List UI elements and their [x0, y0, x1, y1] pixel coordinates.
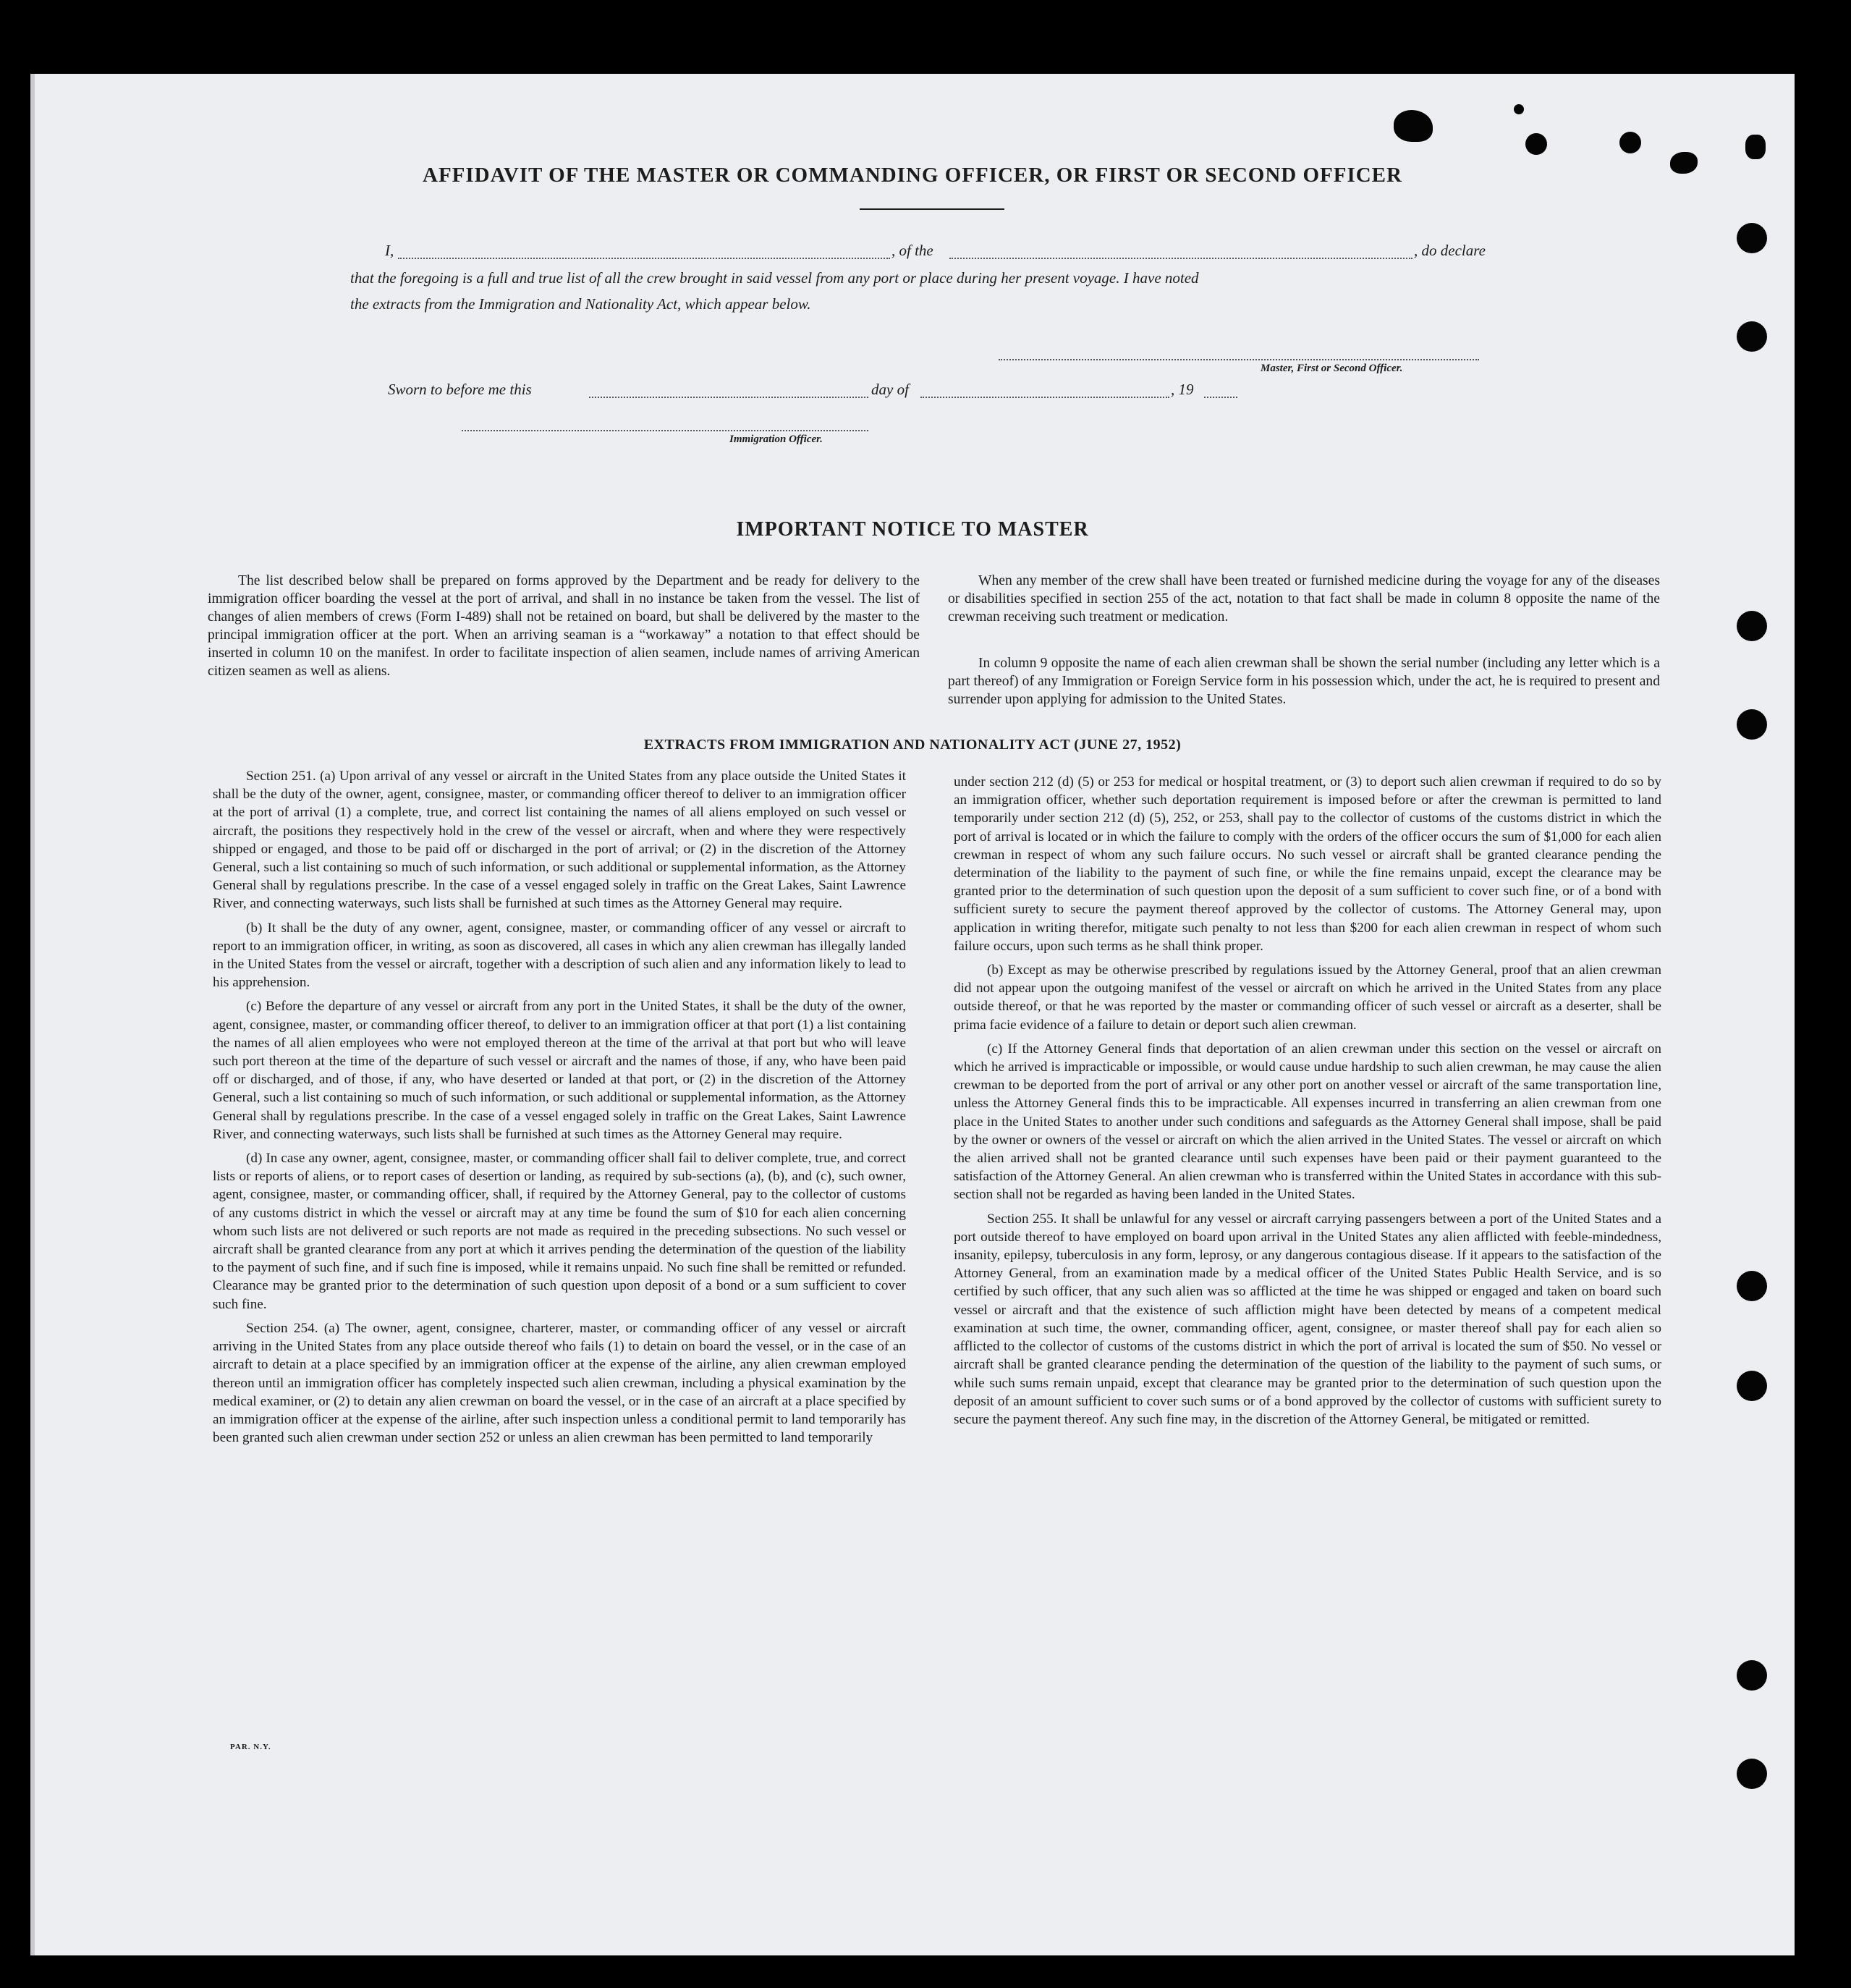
decl-i: I,: [385, 242, 394, 259]
punch-hole: [1737, 1271, 1767, 1301]
section-251-b: (b) It shall be the duty of any owner, agent, consignee, master, or commanding officer of any vessel or aircraft to report to an immigration officer, in writing, as soon as discovered, all cases in which any alien crewman has illegally landed in the United States from the vessel or aircraft, together with a description of such alien and any information likely to lead to his apprehension.: [213, 920, 906, 991]
sworn-year: , 19: [1171, 381, 1194, 398]
printer-mark: PAR. N.Y.: [230, 1743, 271, 1751]
punch-hole: [1737, 709, 1767, 740]
extracts-left-column: [213, 767, 906, 1452]
page-edge: [30, 74, 35, 1955]
affidavit-title: AFFIDAVIT OF THE MASTER OR COMMANDING OFFICER, OR FIRST OR SECOND OFFICER: [423, 164, 1402, 187]
section-255: Section 255. It shall be unlawful for any vessel or aircraft carrying passengers between a port of the United States and a port outside thereof to have employed on board upon arrival in the United States any alien afflicted with feeble-mindedness, insanity, epilepsy, tuberculosis in any form, leprosy, or any dangerous contagious disease. If it appears to the satisfaction of the Attorney General, from an examination made by a medical officer of the United States Public Health Service, and is so certified by such officer, that any such alien was so afflicted at the time he was shipped or engaged and taken on board such vessel or aircraft and that the existence of such affliction might have been detected by means of a competent medical examination at such time, the owner, commanding officer, agent, consignee, or master thereof shall pay for each alien so afflicted to the collector of customs of the customs district in which the port of arrival is located the sum of $50. No vessel or aircraft shall be granted clearance pending the determination of the question of the liability to the payment of such sums, or while such sums remain unpaid, except that clearance may be granted prior to the determination of such question upon the deposit of an amount sufficient to cover such sums or of a bond approved by the collector of customs with sufficient surety to secure the payment thereof. Any such fine may, in the discretion of the Attorney General, be mitigated or remitted.: [954, 1211, 1661, 1427]
ink-blot: [1514, 104, 1524, 114]
extracts-right-column: [954, 773, 1661, 1434]
ink-blot: [1670, 152, 1698, 174]
section-254-a-cont: under section 212 (d) (5) or 253 for medical or hospital treatment, or (3) to deport such alien crewman if required to do so by an immigration officer, whether such deportation requirement is imposed before or after the crewman is permitted to land temporarily under section 212 (d) (5), 252, or 253, shall pay to the collector of customs of the customs district in which the port of arrival is located or in which the failure to comply with the orders of the officer occurs the sum of $1,000 for each alien crewman in respect of whom any such failure occurs. No such vessel or aircraft shall be granted clearance pending the determination of the liability to the payment of such fine, or while the fine remains unpaid, except the clearance may be granted prior to the determination of such question upon the deposit of a sum sufficient to cover such fine, or of a bond with sufficient surety to secure the payment thereof approved by the collector of customs. The Attorney General may, upon application in writing therefor, mitigate such penalty to not less than $200 for each alien crewman in respect of whom such failure occurs, upon such terms as he shall think proper.: [954, 774, 1661, 954]
notice-right-paragraph-2: In column 9 opposite the name of each alien crewman shall be shown the serial number (including any letter which is a part thereof) of any Immigration or Foreign Service form in his possession which, under the act, he is required to present and surrender upon applying for admission to the United States.: [948, 656, 1660, 707]
ink-blot: [1619, 132, 1641, 153]
sworn-month-field[interactable]: [920, 397, 1169, 398]
punch-hole: [1737, 321, 1767, 352]
sworn-date-field[interactable]: [589, 397, 868, 398]
master-signature-label: Master, First or Second Officer.: [1261, 363, 1403, 374]
officer-signature-line[interactable]: [462, 430, 868, 431]
section-254-b: (b) Except as may be otherwise prescribed by regulations issued by the Attorney General, proof that an alien crewman did not appear upon the outgoing manifest of the vessel or aircraft on which he arrived in the United States from any place outside thereof, or that he was reported by the master or commanding officer of such vessel or aircraft as a deserter, shall be prima facie evidence of a failure to detain or deport such alien crewman.: [954, 963, 1661, 1033]
ink-blot: [1394, 110, 1433, 142]
ink-blot: [1745, 135, 1766, 159]
notice-title: IMPORTANT NOTICE TO MASTER: [736, 518, 1089, 541]
name-field[interactable]: [398, 258, 890, 259]
decl-line3: the extracts from the Immigration and Nationality Act, which appear below.: [350, 295, 811, 313]
title-rule: [860, 208, 1004, 210]
punch-hole: [1737, 1371, 1767, 1401]
decl-of-the: , of the: [891, 242, 933, 259]
ink-blot: [1525, 133, 1547, 155]
section-251-a: Section 251. (a) Upon arrival of any vessel or aircraft in the United States from any place outside the United States it shall be the duty of the owner, agent, consignee, master, or commanding officer thereof to deliver to an immigration officer at the port of arrival (1) a complete, true, and correct list containing the names of all aliens employed on such vessel or aircraft, the positions they respectively hold in the crew of the vessel or aircraft, when and where they were respectively shipped or engaged, and those to be paid off or discharged in the port of arrival; or (2) in the discretion of the Attorney General, such a list containing so much of such information, or such additional or supplemental information, as the Attorney General shall by regulations prescribe. In the case of a vessel engaged solely in traffic on the Great Lakes, Saint Lawrence River, and connecting waterways, such lists shall be furnished at such times as the Attorney General may require.: [213, 769, 906, 912]
document-page: [30, 74, 1795, 1955]
notice-right-paragraph-1: When any member of the crew shall have been treated or furnished medicine during the voyage for any of the diseases or disabilities specified in section 255 of the act, notation to that fact shall be made in column 8 opposite the name of the crewman receiving such treatment or medication.: [948, 573, 1660, 625]
sworn-year-field[interactable]: [1204, 397, 1237, 398]
vessel-field[interactable]: [949, 258, 1412, 259]
extracts-title: EXTRACTS FROM IMMIGRATION AND NATIONALITY ACT (JUNE 27, 1952): [643, 737, 1182, 753]
officer-signature-label: Immigration Officer.: [729, 433, 823, 445]
sworn-day-of: day of: [871, 381, 909, 398]
decl-line2: that the foregoing is a full and true list of all the crew brought in said vessel from any port or place during her present voyage. I have noted: [350, 269, 1199, 287]
punch-hole: [1737, 611, 1767, 641]
master-signature-line[interactable]: [999, 359, 1479, 360]
decl-do-declare: , do declare: [1414, 242, 1486, 259]
punch-hole: [1737, 223, 1767, 253]
sworn-prefix: Sworn to before me this: [388, 381, 532, 398]
punch-hole: [1737, 1759, 1767, 1789]
section-254-a: Section 254. (a) The owner, agent, consignee, charterer, master, or commanding officer of any vessel or aircraft arriving in the United States from any place outside thereof who fails (1) to detain on board the vessel, or in the case of an aircraft to detain at a place specified by an immigration officer at the expense of the airline, any alien crewman employed thereon until an immigration officer has completely inspected such alien crewman, including a physical examination by the medical examiner, or (2) to detain any alien crewman on board the vessel, or in the case of an aircraft at a place specified by an immigration officer at the expense of the airline, after such inspection unless a conditional permit to land temporarily has been granted such alien crewman under section 252 or unless an alien crewman has been permitted to land temporarily: [213, 1320, 906, 1446]
notice-left-paragraph: The list described below shall be prepared on forms approved by the Department and be ready for delivery to the immigration officer boarding the vessel at the port of arrival, and shall in no instance be taken from the vessel. The list of changes of alien members of crews (Form I-489) shall not be retained on board, but shall be delivered by the master to the principal immigration officer at the port. When an arriving seaman is a “workaway” a notation to that effect should be inserted in column 10 on the manifest. In order to facilitate inspection of alien seamen, include names of arriving American citizen seamen as well as aliens.: [208, 573, 920, 679]
section-251-c: (c) Before the departure of any vessel or aircraft from any port in the United States, it shall be the duty of the owner, agent, consignee, master, or commanding officer thereof, to deliver to an immigration officer at that port (1) a list containing the names of all alien employees who were not employed thereon at the time of the arrival at that port but who will leave such port thereon at the time of the departure of such vessel or aircraft and the names of those, if any, who have been paid off or discharged, and of those, if any, who have deserted or landed at that port, or (2) in the discretion of the Attorney General, such a list containing so much of such information, or such additional or supplemental information, as the Attorney General shall by regulations prescribe. In the case of a vessel engaged solely in traffic on the Great Lakes, Saint Lawrence River, and connecting waterways, such lists shall be furnished at such times as the Attorney General may require.: [213, 999, 906, 1142]
section-251-d: (d) In case any owner, agent, consignee, master, or commanding officer shall fail to deliver complete, true, and correct lists or reports of aliens, or to report cases of desertion or landing, as required by sub-sections (a), (b), and (c), such owner, agent, consignee, master, or commanding officer, shall, if required by the Attorney General, pay to the collector of customs of any customs district in which the vessel or aircraft may at any time be found the sum of $10 for each alien concerning whom such lists are not delivered or such reports are not made as required in the preceding subsections. No such vessel or aircraft shall be granted clearance from any port at which it arrives pending the determination of the question of the liability to the payment of such fine, and if such fine is imposed, while it remains unpaid. No such fine shall be remitted or refunded. Clearance may be granted prior to the determination of such question upon deposit of a bond or a sum sufficient to cover such fine.: [213, 1151, 906, 1312]
section-254-c: (c) If the Attorney General finds that deportation of an alien crewman under this section on the vessel or aircraft on which he arrived is impracticable or impossible, or would cause undue hardship to such alien crewman, he may cause the alien crewman to be deported from the port of arrival or any other port on another vessel or aircraft of the same transportation line, unless the Attorney General finds this to be impracticable. All expenses incurred in transferring an alien crewman from one place in the United States to another under such conditions and safeguards as the Attorney General shall impose, shall be paid by the owner or owners of the vessel or aircraft on which the alien arrived in the United States. The vessel or aircraft on which the alien arrived shall not be granted clearance until such expenses have been paid or their payment guaranteed to the satisfaction of the Attorney General. An alien crewman who is transferred within the United States in accordance with this sub-section shall not be regarded as having been landed in the United States.: [954, 1041, 1661, 1203]
punch-hole: [1737, 1660, 1767, 1691]
